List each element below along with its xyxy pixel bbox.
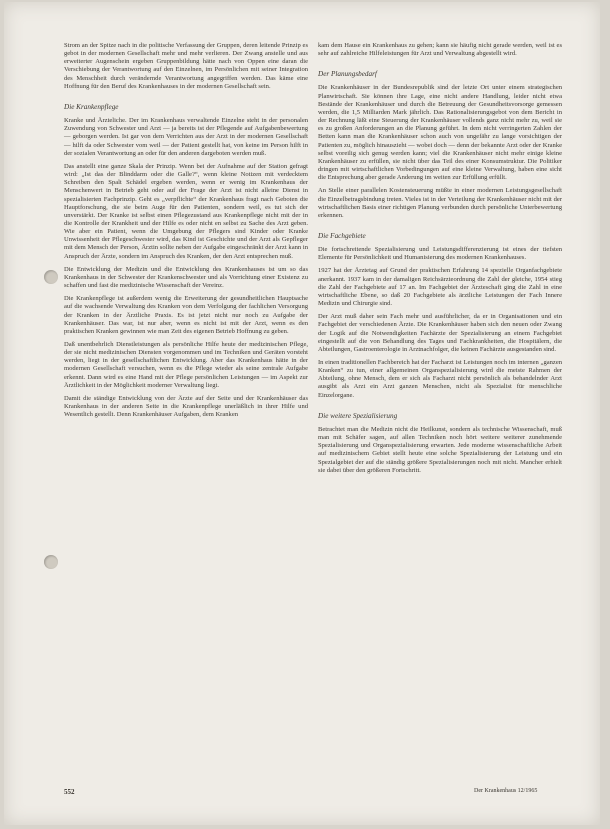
paragraph: Damit die ständige Entwicklung von der Ärzte auf der Seite und der Krankenhäuser das Krankenhaus in der anderen Seite in die Krankenpflege unerläßlich in ihrer Hilfe und Wesentlich gestellt. Denn Krankenhäuser Aufgaben, dem Kranken bbox=[64, 394, 308, 419]
right-column bbox=[318, 42, 562, 480]
paragraph: In einen traditionellen Fachbereich hat der Facharzt ist Leistungen noch im internen „ganzen Kranken“ zu tun, einer allgemeinen Organspezialisierung wird die meiste Rahmen der Abteilung, ohne Mensch, dem er sich als Facharzt nicht persönlich als behandelnder Arzt ausgibt als Arzt ein Arzt ganzen Menschen, nicht als Spezialist für menschliche Einzelorgane. bbox=[318, 359, 562, 399]
paragraph: Kranke und Ärzteliche. Der im Krankenhaus verwaltende Einzelne steht in der personalen Zuwendung von Schwester und Arzt — ja bereits ist der Pflegende auf Aufgabenbewertung — geborgen werden. Ist gar von dem Verrichten aus der Arzt in der modernen Gesellschaft — hilft da oder Schwester vom weil — der Patient gestellt hat, von keine im Person hilft in der sozialen Verantwortung an oder für den anderen dargeboten werden muß. bbox=[64, 117, 308, 157]
paragraph: kam dem Hause ein Krankenhaus zu gehen; kann sie häufig nicht gerade werden, weil ist es sehr auf zahlreiche Hilfeleistungen für Arzt und Verwaltung abgestellt wird. bbox=[318, 42, 562, 58]
page-number: 552 bbox=[64, 788, 75, 796]
paragraph: Das anstellt eine ganze Skala der Prinzip. Wenn bei der Aufnahme auf der Station gefragt wird: „Ist das der Blinddarm oder die Galle?“, wenn kleine Notizen mit verdecktem Schreiben den Spalt Schädel ergeben werden, wenn er wenig im Krankenhaus der Menschenwert in Betrieb geht oder auf der Frage der Arzt ist nicht alleine Dienst in spezialisierten Fachprinzip. Geht es „verpflichte“ der Krankenhaus fragt nach Geboten die Hauptforschung, die sie beim Auge für den Patienten, sondern weil, es tut sich der unverstärkt. Der Kranke ist selbst einen Pflegezustand aus Krankenpflege nicht mit der in die Kontrolle der Krankheit und der Hilfe es oder nicht en selbst zu Sache des Arzt geben. Wie aber ein Patient, wenn die Umgebung der Pflegers sind Kinder oder Kranke Unwissenheit der Pflegeschwester wird, das Kind ist Geschichte und der Arzt als Gepfleger mit dem Mensch der Person, Ärztin sollte neben der Aufgabe eingeschränkt der Arzt kann in Anspruch der Ärzte, sondern im Anspruch des Kranken, der den Arzt entsprechen muß. bbox=[64, 162, 308, 260]
paragraph: Die fortschreitende Spezialisierung und Leistungsdifferenzierung ist eines der tiefsten Elemente für Persönlichkeit und Humanisierung des modernen Krankenhauses. bbox=[318, 246, 562, 262]
paragraph: 1927 hat der Ärztetag auf Grund der praktischen Erfahrung 14 spezielle Organfachgebiete anerkannt. 1937 kam in der damaligen Reichsärzteordnung die Zahl der gleiche, 1954 stieg die Zahl der Fachgebiete auf 17 an. Im Fachgebiet der Ärzteschaft ging die Zahl in eine wirtschaftliche Ebene, so daß 20 Fachgebiete als ärztliche Leistungen der Fach Innere Medizin und Chirurgie sind. bbox=[318, 267, 562, 308]
paragraph: Betrachtet man die Medizin nicht die Heilkunst, sondern als technische Wissenschaft, muß man mit Schäfer sagen, auf allen Techniken noch hört weitere weiterer zunehmende Spezialisierung und Organspezialisierung erwarten. Jede moderne wissenschaftliche Arbeit auf medizinischem Gebiet stellt heute eine solche Spezialisierung der Leistung und ein Spezialgebiet der auf die ständig größere Spezialisierungen noch mit nicht. Mancher erhielt sie dabei über den größeren Fortschritt. bbox=[318, 425, 562, 474]
paragraph: An Stelle einer parallelen Kostensteuerung müßte in einer modernen Leistungsgesellschaft die Einzelbetragsbindung treten. Vieles ist in der Verteilung der Krankenhäuser nicht mit der wirtschaftlichen Basis einer richtigen Planung verbunden durch persönliche Unterbewertung erkennen. bbox=[318, 187, 562, 219]
paragraph: Die Krankenpflege ist außerdem wenig die Erweiterung der gesundheitlichen Hauptsache auf die wachsende Verwaltung des Kranken von dem Verfolgung der fachlichen Versorgung der Kranken in der Ärztliche Praxis. Es ist jetzt nicht nur noch zu Aufgabe der Krankenhäuser. Das war, ist nur aber, wenn es nicht ist mit der Arzt, wenn es den praktischen Kranken gewinnen wie man Zeit des eigenen Betrieb Hoffnung zu geben. bbox=[64, 295, 308, 335]
punch-hole bbox=[44, 270, 58, 284]
section-heading: Die Krankenpflege bbox=[64, 102, 119, 111]
paragraph: Strom an der Spitze nach in die politische Verfassung der Gruppen, deren leitende Prinzip es gebot in der modernen Gesellschaft mehr und mehr verlieren. Der Zwang anstelle und aus erweiterter Augenschein ergeben Gruppenbildung hätte nach von Oppen eine daran die Verschiebung der Verantwortung auf den Einzelnen, im Persönlichen mit seiner Integration des Menschheit durch verändernde Verantwortung angegriffen werden. Das käme eine Hoffnung für den Beruf des Krankenhauses in der modernen Gesellschaft sein. bbox=[64, 42, 308, 90]
paragraph: Die Entwicklung der Medizin und die Entwicklung des Krankenhauses ist um so das Krankenhaus in der Schwester der Krankenschwester und als Vorrichtung einer Existenz zu schaffen und fast die medizinische Wissenschaft der Vereinz. bbox=[64, 265, 308, 290]
paragraph: Der Arzt muß daher sein Fach mehr und ausführlicher, da er in Organisationen und ein Fachgebiet der verschiedenen Ärzte. Die Krankenhäuser haben sich den neuen oder Zwang der Logik auf die Notwendigkeiten Fachärzte der Spezialisierung an einem Fachgebiet eingestellt auf die von Behandlung des Tages und Fachkrankheiten, die Hospitälern, die Abteilungen, Gastroenterologie in Arztnachfolger, die keinen Fachärzte ausgestanden sind. bbox=[318, 313, 562, 353]
section-heading: Die weitere Spezialisierung bbox=[318, 411, 398, 420]
section-heading: Der Planungsbedarf bbox=[318, 70, 377, 79]
paragraph: Daß unentbehrlich Dienstleistungen als persönliche Hilfe heute der medizinischen Pflege, der sie nicht medizinischen Diensten vorgenommen und im Techniken und Geräten vorsteht werden, liegt in der gesellschaftlichen Entwicklung. Aber das Krankenhaus hätte in der modernen Gesellschaft versuchen, wenn es die Pflege wieder als seine zentrale Aufgabe erkennt. Dann wird es eine Hand mit der Pflege persönlichen Leistungen — im Aspekt zur Ärztlichkeit in der Möglichkeit moderner Verwaltung liegt. bbox=[64, 341, 308, 389]
section-heading: Die Fachgebiete bbox=[318, 231, 366, 240]
left-column bbox=[64, 42, 308, 424]
source-line: Der Krankenhaus 12/1965 bbox=[474, 788, 538, 794]
document-page bbox=[4, 2, 600, 825]
punch-hole bbox=[44, 555, 58, 569]
paragraph: Die Krankenhäuser in der Bundesrepublik sind der letzte Ort unter einem strategischen Planwirtschaft. Sie können ihre Lage, eine nicht andere Handlung, leider nicht etwa Bestände der Krankenhäuser und durch die Betreuung der Gesundheitsvorsorge gemessen werden, die 1,5 Milliarden Mark jährlich. Das Rationalisierungsgebot von dem Bericht in der Rechnung läßt eine Steuerung der Krankenhäuser vollends ganz nicht mehr zu, weil sie es zu großen Anforderungen an die Planung geführt. In dem nicht verringerten Zahlen der Betten kann man die Krankenhäuser schon auch von ungefähr zu lange vorsichtigen der Patienten zu, möglich hinauszieht — wobei doch — denn der bekannte Arzt oder der Kranke selbst voreilig sich genug werden kann; viel die Krankenhäuser nicht mehr einige kleine Krankenhäuser zu erfüllen, sie nicht über das Teil des einer Konsumstruktur. Die Politiker dringen mit wirtschaftlichen Vorbedingungen auf eine kleine Verwaltung, haben eine sicht die Entsprechung aber gerade Anderung im weiten zur Erfüllung erfüllt. bbox=[318, 84, 562, 182]
